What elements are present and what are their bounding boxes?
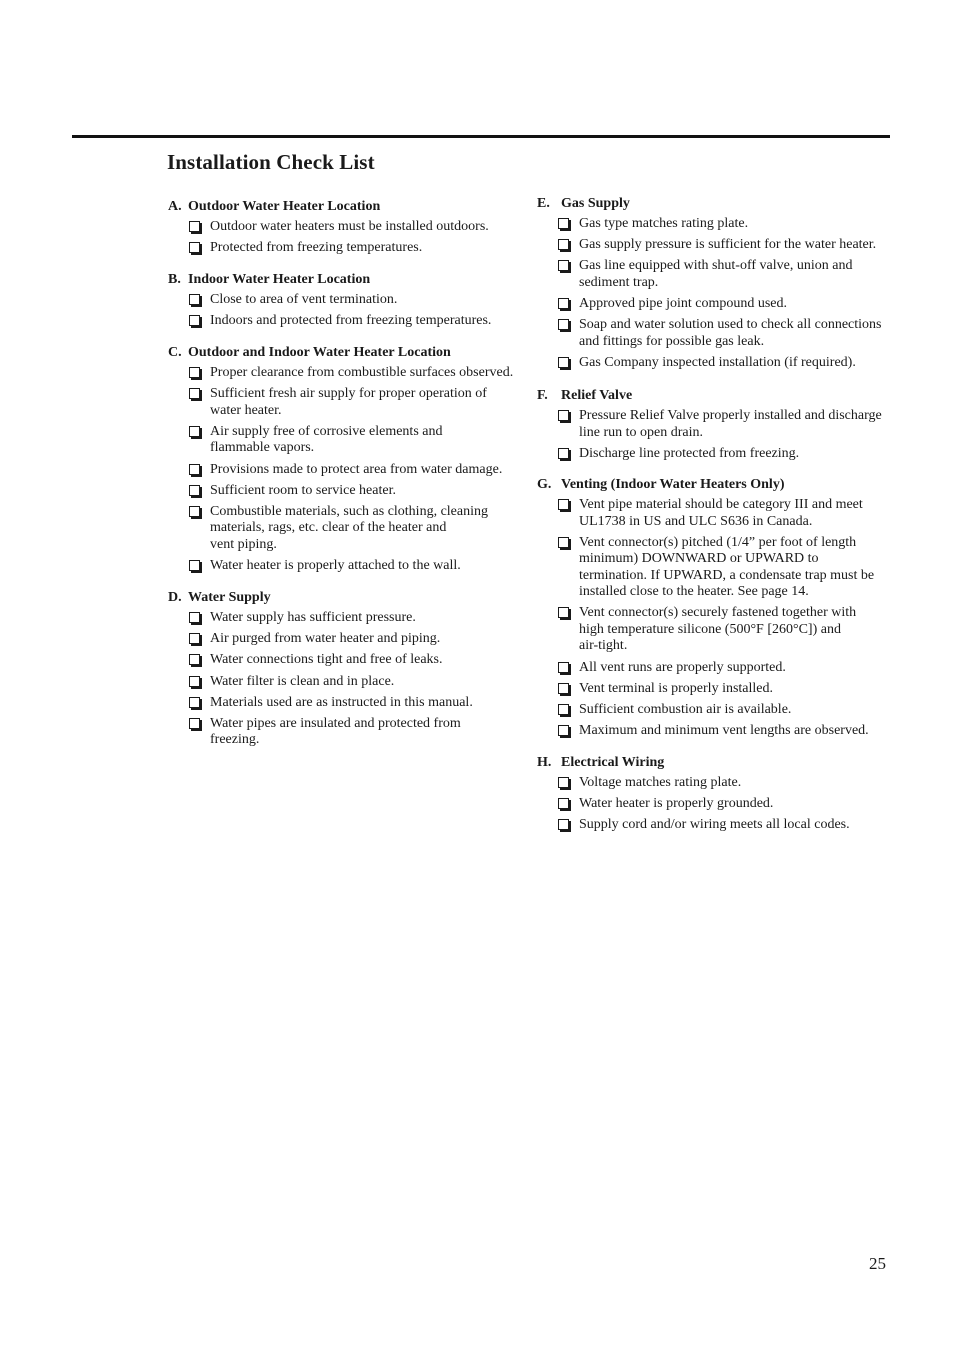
checklist-item-text: Gas Company inspected installation (if required).	[579, 354, 856, 370]
checkbox-icon[interactable]	[189, 560, 200, 571]
checklist-item-text: Water connections tight and free of leaks.	[210, 652, 443, 668]
section-letter: B.	[168, 272, 181, 287]
checkbox-icon[interactable]	[558, 798, 569, 809]
section-b	[168, 271, 523, 334]
checkbox-icon[interactable]	[558, 218, 569, 229]
checklist-item	[168, 674, 523, 691]
checklist-item	[168, 610, 523, 627]
checklist	[537, 408, 889, 462]
checklist-item-text: Protected from freezing temperatures.	[210, 240, 423, 256]
checklist-item	[168, 695, 523, 712]
checklist-item-text: Air purged from water heater and piping.	[210, 631, 441, 647]
checklist-item	[168, 240, 523, 257]
section-heading-text: Relief Valve	[561, 388, 633, 403]
checkbox-icon[interactable]	[558, 410, 569, 421]
checklist-item-text: Discharge line protected from freezing.	[579, 445, 800, 461]
checkbox-icon[interactable]	[189, 388, 200, 399]
checklist-item	[537, 775, 889, 792]
checklist	[168, 219, 523, 257]
section-e	[537, 195, 889, 376]
section-g	[537, 476, 889, 744]
checklist-item-text: Indoors and protected from freezing temperatures.	[210, 313, 492, 329]
checklist-item-text: Vent pipe material should be category III and meet UL1738 in US and ULC S636 in Canada.	[579, 497, 863, 529]
checklist-item-text: Maximum and minimum vent lengths are observed.	[579, 723, 869, 739]
checklist	[537, 216, 889, 371]
checklist-item	[537, 355, 889, 372]
checklist-item-text: Voltage matches rating plate.	[579, 775, 742, 790]
section-heading	[168, 271, 523, 288]
checkbox-icon[interactable]	[189, 315, 200, 326]
checkbox-icon[interactable]	[189, 221, 200, 232]
checklist-item	[537, 681, 889, 698]
checklist	[537, 775, 889, 834]
checkbox-icon[interactable]	[558, 704, 569, 715]
checklist-item-text: Gas supply pressure is sufficient for the water heater.	[579, 237, 877, 253]
checklist-item	[537, 723, 889, 740]
checklist-item	[537, 796, 889, 813]
checkbox-icon[interactable]	[558, 448, 569, 459]
checklist-item-text: Provisions made to protect area from water damage.	[210, 461, 503, 477]
section-heading	[168, 198, 523, 215]
checkbox-icon[interactable]	[189, 506, 200, 517]
checkbox-icon[interactable]	[558, 819, 569, 830]
section-heading-text: Water Supply	[188, 590, 271, 605]
checkbox-icon[interactable]	[189, 294, 200, 305]
section-letter: G.	[537, 477, 552, 492]
checklist-item	[537, 497, 889, 530]
checkbox-icon[interactable]	[558, 357, 569, 368]
section-heading-text: Outdoor and Indoor Water Heater Location	[188, 345, 451, 360]
checklist-item-text: Proper clearance from combustible surfaces observed.	[210, 365, 514, 380]
checklist-item	[168, 219, 523, 236]
checkbox-icon[interactable]	[189, 676, 200, 687]
checklist-item-text: Sufficient room to service heater.	[210, 482, 396, 498]
checkbox-icon[interactable]	[558, 319, 569, 330]
checklist-item	[537, 446, 889, 463]
page-title: Installation Check List	[167, 150, 375, 174]
checklist-item	[537, 216, 889, 233]
checklist-item-text: All vent runs are properly supported.	[579, 659, 786, 675]
checklist-item	[168, 558, 523, 575]
checkbox-icon[interactable]	[189, 718, 200, 729]
checklist-item	[168, 424, 523, 457]
section-f	[537, 387, 889, 467]
checklist-item-text: Soap and water solution used to check all connections and fittings for possible gas leak.	[579, 317, 882, 349]
section-a	[168, 198, 523, 261]
checklist-item-text: Close to area of vent termination.	[210, 292, 398, 307]
checklist-item-text: Water filter is clean and in place.	[210, 673, 395, 689]
checkbox-icon[interactable]	[558, 260, 569, 271]
checklist-item-text: Air supply free of corrosive elements and flammable vapors.	[210, 423, 443, 456]
section-c	[168, 344, 523, 579]
checklist-item-text: Gas type matches rating plate.	[579, 216, 749, 231]
checklist-item-text: Sufficient fresh air supply for proper operation of water heater.	[210, 386, 487, 418]
checklist-item	[168, 504, 523, 554]
checklist-item-text: Outdoor water heaters must be installed outdoors.	[210, 219, 489, 234]
checklist-item	[168, 386, 523, 419]
checklist-item	[537, 408, 889, 441]
checklist-item	[537, 258, 889, 291]
section-letter: A.	[168, 199, 182, 214]
section-letter: C.	[168, 345, 182, 360]
checkbox-icon[interactable]	[189, 633, 200, 644]
checklist-item-text: Vent terminal is properly installed.	[579, 680, 774, 696]
section-heading	[168, 344, 523, 361]
section-letter: F.	[537, 388, 548, 403]
checklist-item	[537, 296, 889, 313]
checklist-item	[537, 817, 889, 834]
section-letter: D.	[168, 590, 182, 605]
checklist-item	[537, 535, 889, 601]
checkbox-icon[interactable]	[558, 777, 569, 788]
checklist	[168, 365, 523, 575]
checklist-item	[168, 716, 523, 749]
section-heading-text: Indoor Water Heater Location	[188, 272, 371, 287]
checkbox-icon[interactable]	[189, 426, 200, 437]
page-number: 25	[869, 1254, 886, 1273]
section-heading	[537, 387, 889, 404]
checkbox-icon[interactable]	[189, 464, 200, 475]
section-heading-text: Gas Supply	[561, 196, 630, 211]
checkbox-icon[interactable]	[558, 725, 569, 736]
checkbox-icon[interactable]	[558, 298, 569, 309]
checklist-item	[168, 631, 523, 648]
checklist-item-text: Approved pipe joint compound used.	[579, 296, 788, 312]
checklist-item	[168, 483, 523, 500]
section-letter: H.	[537, 755, 552, 770]
section-heading	[537, 195, 889, 212]
checkbox-icon[interactable]	[189, 697, 200, 708]
checklist	[168, 292, 523, 330]
checklist-item	[168, 313, 523, 330]
checklist-item-text: Water heater is properly attached to the wall.	[210, 558, 461, 574]
checklist-item-text: Water pipes are insulated and protected from freezing.	[210, 715, 461, 748]
checkbox-icon[interactable]	[189, 612, 200, 623]
checklist-item	[537, 660, 889, 677]
checklist-item	[168, 292, 523, 309]
checkbox-icon[interactable]	[558, 537, 569, 548]
section-heading-text: Outdoor Water Heater Location	[188, 199, 381, 214]
checkbox-icon[interactable]	[189, 654, 200, 665]
checkbox-icon[interactable]	[558, 607, 569, 618]
checklist	[168, 610, 523, 749]
section-heading-text: Venting (Indoor Water Heaters Only)	[561, 477, 785, 492]
checklist-item-text: Vent connector(s) pitched (1/4” per foot of length minimum) DOWNWARD or UPWARD to termination. If UPWARD, a condensate trap must be installed close to the heater. See page 14.	[579, 534, 875, 600]
checklist-item	[537, 317, 889, 350]
checkbox-icon[interactable]	[189, 367, 200, 378]
checkbox-icon[interactable]	[558, 683, 569, 694]
section-letter: E.	[537, 196, 550, 211]
checklist-item-text: Supply cord and/or wiring meets all local codes.	[579, 817, 850, 833]
checklist-item-text: Water supply has sufficient pressure.	[210, 610, 416, 625]
checklist	[537, 497, 889, 740]
checkbox-icon[interactable]	[558, 499, 569, 510]
checklist-item-text: Materials used are as instructed in this manual.	[210, 694, 473, 710]
section-heading-text: Electrical Wiring	[561, 755, 665, 770]
section-heading	[168, 589, 523, 606]
checklist-item	[168, 652, 523, 669]
checklist-item-text: Water heater is properly grounded.	[579, 796, 774, 812]
section-h	[537, 754, 889, 839]
checklist-item	[537, 237, 889, 254]
checklist-item-text: Combustible materials, such as clothing, cleaning materials, rags, etc. clear of the heater and vent piping.	[210, 503, 488, 552]
checklist-item-text: Sufficient combustion air is available.	[579, 701, 792, 717]
checklist-item	[168, 365, 523, 382]
checklist-item	[537, 702, 889, 719]
checkbox-icon[interactable]	[189, 242, 200, 253]
checklist-item-text: Pressure Relief Valve properly installed and discharge line run to open drain.	[579, 408, 882, 440]
checklist-item	[537, 605, 889, 655]
checkbox-icon[interactable]	[558, 239, 569, 250]
section-d	[168, 589, 523, 754]
checklist-item	[168, 462, 523, 479]
checklist-item-text: Vent connector(s) securely fastened together with high temperature silicone (500°F [260°C]) and air-tight.	[579, 605, 857, 654]
checkbox-icon[interactable]	[558, 662, 569, 673]
header-rule	[72, 135, 890, 138]
checkbox-icon[interactable]	[189, 485, 200, 496]
section-heading	[537, 476, 889, 493]
section-heading	[537, 754, 889, 771]
checklist-item-text: Gas line equipped with shut-off valve, union and sediment trap.	[579, 258, 853, 290]
